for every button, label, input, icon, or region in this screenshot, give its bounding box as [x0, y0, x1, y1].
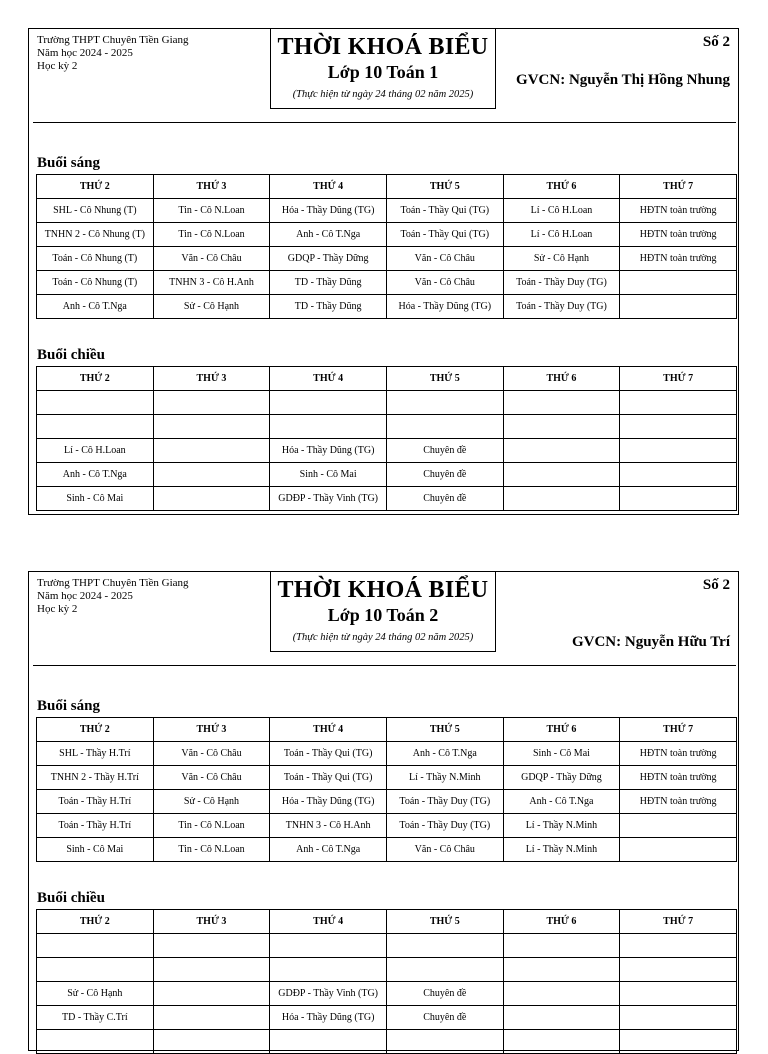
lesson-cell: Văn - Cô Châu	[386, 838, 503, 862]
period-row	[37, 814, 737, 838]
lesson-cell: HĐTN toàn trường	[620, 247, 737, 271]
lesson-cell: HĐTN toàn trường	[620, 199, 737, 223]
lesson-cell: Sinh - Cô Mai	[503, 742, 620, 766]
lesson-cell: TD - Thầy Dũng	[270, 271, 387, 295]
morning-table	[36, 174, 737, 319]
day-header: THỨ 7	[620, 367, 737, 391]
period-row	[37, 391, 737, 415]
lesson-cell: TNHN 3 - Cô H.Anh	[153, 271, 270, 295]
lesson-cell	[386, 958, 503, 982]
lesson-cell	[503, 415, 620, 439]
afternoon-rows	[37, 934, 737, 1054]
lesson-cell: Chuyên đề	[386, 463, 503, 487]
lesson-cell	[153, 1030, 270, 1054]
lesson-cell: Sinh - Cô Mai	[37, 487, 154, 511]
lesson-cell	[620, 1006, 737, 1030]
afternoon-table	[36, 366, 737, 511]
lesson-cell	[620, 295, 737, 319]
lesson-cell: Lí - Thầy N.Minh	[386, 766, 503, 790]
lesson-cell: HĐTN toàn trường	[620, 790, 737, 814]
day-header: THỨ 5	[386, 367, 503, 391]
timetable-header	[29, 572, 738, 652]
lesson-cell: Lí - Cô H.Loan	[503, 223, 620, 247]
period-row	[37, 487, 737, 511]
lesson-cell	[153, 415, 270, 439]
school-term: Học kỳ 2	[37, 603, 78, 615]
lesson-cell	[386, 415, 503, 439]
school-name: Trường THPT Chuyên Tiền Giang	[37, 577, 189, 589]
lesson-cell: TNHN 2 - Cô Nhung (T)	[37, 223, 154, 247]
day-header: THỨ 4	[270, 910, 387, 934]
timetable-card-10-toan-1	[28, 28, 739, 515]
lesson-cell: GDQP - Thầy Dững	[270, 247, 387, 271]
lesson-cell	[270, 934, 387, 958]
timetable-title: THỜI KHOÁ BIỂU	[277, 34, 489, 60]
afternoon-label: Buổi chiều	[37, 890, 105, 906]
lesson-cell: SHL - Thầy H.Trí	[37, 742, 154, 766]
lesson-cell	[386, 934, 503, 958]
lesson-cell: Anh - Cô T.Nga	[270, 223, 387, 247]
period-row	[37, 934, 737, 958]
header-divider	[33, 122, 736, 123]
lesson-cell: Sinh - Cô Mai	[270, 463, 387, 487]
day-header-row	[37, 910, 737, 934]
lesson-cell: Anh - Cô T.Nga	[270, 838, 387, 862]
period-row	[37, 439, 737, 463]
lesson-cell: GDĐP - Thầy Vinh (TG)	[270, 982, 387, 1006]
title-box	[270, 29, 496, 109]
lesson-cell: HĐTN toàn trường	[620, 742, 737, 766]
lesson-cell: Chuyên đề	[386, 439, 503, 463]
lesson-cell: Tin - Cô N.Loan	[153, 814, 270, 838]
class-name: Lớp 10 Toán 2	[327, 605, 439, 625]
day-header: THỨ 6	[503, 910, 620, 934]
title-box	[270, 572, 496, 652]
lesson-cell	[270, 415, 387, 439]
lesson-cell: Lí - Thầy N.Minh	[503, 814, 620, 838]
afternoon-table	[36, 909, 737, 1054]
day-header-row	[37, 718, 737, 742]
period-row	[37, 247, 737, 271]
lesson-cell	[620, 439, 737, 463]
lesson-cell: Hóa - Thầy Dũng (TG)	[270, 439, 387, 463]
lesson-cell: Hóa - Thầy Dũng (TG)	[270, 790, 387, 814]
timetable-number: Số 2	[702, 577, 730, 593]
lesson-cell: Chuyên đề	[386, 487, 503, 511]
school-info	[37, 34, 189, 73]
school-year: Năm học 2024 - 2025	[37, 47, 133, 59]
day-header-row	[37, 175, 737, 199]
lesson-cell: Anh - Cô T.Nga	[386, 742, 503, 766]
header-divider	[33, 665, 736, 666]
day-header: THỨ 3	[153, 910, 270, 934]
lesson-cell	[620, 271, 737, 295]
day-header: THỨ 7	[620, 175, 737, 199]
lesson-cell	[503, 487, 620, 511]
day-header: THỨ 6	[503, 718, 620, 742]
lesson-cell	[503, 958, 620, 982]
school-year: Năm học 2024 - 2025	[37, 590, 133, 602]
lesson-cell: Hóa - Thầy Dũng (TG)	[270, 1006, 387, 1030]
effective-date: (Thực hiện từ ngày 24 tháng 02 năm 2025)	[292, 632, 474, 643]
lesson-cell: Toán - Thầy Qui (TG)	[386, 223, 503, 247]
lesson-cell: TD - Thầy C.Trí	[37, 1006, 154, 1030]
lesson-cell	[620, 391, 737, 415]
period-row	[37, 838, 737, 862]
day-header: THỨ 7	[620, 718, 737, 742]
period-row	[37, 1006, 737, 1030]
lesson-cell	[503, 982, 620, 1006]
lesson-cell	[620, 415, 737, 439]
school-term: Học kỳ 2	[37, 60, 78, 72]
day-header: THỨ 2	[37, 367, 154, 391]
lesson-cell: Anh - Cô T.Nga	[37, 295, 154, 319]
lesson-cell	[37, 1030, 154, 1054]
lesson-cell: Toán - Cô Nhung (T)	[37, 271, 154, 295]
lesson-cell	[270, 958, 387, 982]
lesson-cell: GDQP - Thầy Dững	[503, 766, 620, 790]
lesson-cell	[386, 1030, 503, 1054]
day-header: THỨ 4	[270, 367, 387, 391]
lesson-cell	[270, 1030, 387, 1054]
lesson-cell: Chuyên đề	[386, 1006, 503, 1030]
afternoon-rows	[37, 391, 737, 511]
lesson-cell: Anh - Cô T.Nga	[503, 790, 620, 814]
day-header: THỨ 6	[503, 175, 620, 199]
lesson-cell: Văn - Cô Châu	[386, 247, 503, 271]
day-header: THỨ 6	[503, 367, 620, 391]
lesson-cell: GDĐP - Thầy Vinh (TG)	[270, 487, 387, 511]
lesson-cell: Toán - Thầy Qui (TG)	[386, 199, 503, 223]
lesson-cell: Sử - Cô Hạnh	[37, 982, 154, 1006]
lesson-cell: Văn - Cô Châu	[153, 766, 270, 790]
lesson-cell	[153, 487, 270, 511]
lesson-cell: SHL - Cô Nhung (T)	[37, 199, 154, 223]
period-row	[37, 271, 737, 295]
lesson-cell: Sử - Cô Hạnh	[503, 247, 620, 271]
lesson-cell: Toán - Thầy Qui (TG)	[270, 766, 387, 790]
lesson-cell: Lí - Thầy N.Minh	[503, 838, 620, 862]
timetable-header	[29, 29, 738, 109]
day-header: THỨ 5	[386, 910, 503, 934]
period-row	[37, 295, 737, 319]
lesson-cell: Toán - Thầy Duy (TG)	[386, 814, 503, 838]
lesson-cell	[503, 463, 620, 487]
lesson-cell: Tin - Cô N.Loan	[153, 199, 270, 223]
lesson-cell	[620, 958, 737, 982]
lesson-cell	[37, 415, 154, 439]
lesson-cell	[503, 934, 620, 958]
lesson-cell	[37, 958, 154, 982]
lesson-cell: Toán - Cô Nhung (T)	[37, 247, 154, 271]
lesson-cell: Lí - Cô H.Loan	[37, 439, 154, 463]
lesson-cell	[503, 439, 620, 463]
lesson-cell	[153, 958, 270, 982]
school-info	[37, 577, 189, 616]
period-row	[37, 199, 737, 223]
day-header: THỨ 7	[620, 910, 737, 934]
day-header: THỨ 2	[37, 718, 154, 742]
day-header: THỨ 4	[270, 718, 387, 742]
period-row	[37, 790, 737, 814]
school-name: Trường THPT Chuyên Tiền Giang	[37, 34, 189, 46]
effective-date: (Thực hiện từ ngày 24 tháng 02 năm 2025)	[292, 89, 474, 100]
timetable-card-10-toan-2	[28, 571, 739, 1051]
period-row	[37, 223, 737, 247]
lesson-cell	[620, 982, 737, 1006]
lesson-cell	[503, 391, 620, 415]
day-header-row	[37, 367, 737, 391]
day-header: THỨ 2	[37, 910, 154, 934]
period-row	[37, 766, 737, 790]
lesson-cell	[153, 982, 270, 1006]
morning-table	[36, 717, 737, 862]
lesson-cell: Sinh - Cô Mai	[37, 838, 154, 862]
day-header: THỨ 2	[37, 175, 154, 199]
lesson-cell	[270, 391, 387, 415]
period-row	[37, 742, 737, 766]
lesson-cell: Hóa - Thầy Dũng (TG)	[270, 199, 387, 223]
lesson-cell: TNHN 3 - Cô H.Anh	[270, 814, 387, 838]
morning-label: Buổi sáng	[37, 155, 100, 171]
lesson-cell: HĐTN toàn trường	[620, 766, 737, 790]
lesson-cell	[386, 391, 503, 415]
lesson-cell: Toán - Thầy Duy (TG)	[386, 790, 503, 814]
lesson-cell	[620, 1030, 737, 1054]
lesson-cell	[153, 439, 270, 463]
lesson-cell: Chuyên đề	[386, 982, 503, 1006]
period-row	[37, 463, 737, 487]
afternoon-label: Buổi chiều	[37, 347, 105, 363]
lesson-cell	[620, 838, 737, 862]
lesson-cell	[620, 934, 737, 958]
lesson-cell	[503, 1030, 620, 1054]
lesson-cell: Toán - Thầy Qui (TG)	[270, 742, 387, 766]
morning-label: Buổi sáng	[37, 698, 100, 714]
lesson-cell: Anh - Cô T.Nga	[37, 463, 154, 487]
period-row	[37, 982, 737, 1006]
lesson-cell: Sử - Cô Hạnh	[153, 790, 270, 814]
lesson-cell	[37, 934, 154, 958]
lesson-cell: Tin - Cô N.Loan	[153, 223, 270, 247]
day-header: THỨ 5	[386, 175, 503, 199]
lesson-cell	[620, 463, 737, 487]
lesson-cell: Hóa - Thầy Dũng (TG)	[386, 295, 503, 319]
day-header: THỨ 3	[153, 175, 270, 199]
day-header: THỨ 3	[153, 718, 270, 742]
day-header: THỨ 5	[386, 718, 503, 742]
lesson-cell: Toán - Thầy Duy (TG)	[503, 295, 620, 319]
lesson-cell: Văn - Cô Châu	[153, 247, 270, 271]
lesson-cell: Tin - Cô N.Loan	[153, 838, 270, 862]
lesson-cell: HĐTN toàn trường	[620, 223, 737, 247]
lesson-cell: TD - Thầy Dũng	[270, 295, 387, 319]
lesson-cell: Sử - Cô Hạnh	[153, 295, 270, 319]
morning-rows	[37, 742, 737, 862]
lesson-cell	[620, 814, 737, 838]
lesson-cell: Toán - Thầy H.Trí	[37, 790, 154, 814]
lesson-cell	[153, 391, 270, 415]
homeroom-teacher: GVCN: Nguyễn Hữu Trí	[571, 634, 730, 650]
lesson-cell	[37, 391, 154, 415]
period-row	[37, 1030, 737, 1054]
lesson-cell	[620, 487, 737, 511]
lesson-cell	[503, 1006, 620, 1030]
lesson-cell: Toán - Thầy H.Trí	[37, 814, 154, 838]
timetable-number: Số 2	[702, 34, 730, 50]
period-row	[37, 415, 737, 439]
lesson-cell: Lí - Cô H.Loan	[503, 199, 620, 223]
lesson-cell	[153, 463, 270, 487]
lesson-cell	[153, 934, 270, 958]
morning-rows	[37, 199, 737, 319]
lesson-cell: Văn - Cô Châu	[386, 271, 503, 295]
lesson-cell: TNHN 2 - Thầy H.Trí	[37, 766, 154, 790]
lesson-cell	[153, 1006, 270, 1030]
period-row	[37, 958, 737, 982]
lesson-cell: Văn - Cô Châu	[153, 742, 270, 766]
day-header: THỨ 3	[153, 367, 270, 391]
lesson-cell: Toán - Thầy Duy (TG)	[503, 271, 620, 295]
day-header: THỨ 4	[270, 175, 387, 199]
homeroom-teacher: GVCN: Nguyễn Thị Hồng Nhung	[516, 72, 730, 88]
timetable-title: THỜI KHOÁ BIỂU	[277, 577, 489, 603]
class-name: Lớp 10 Toán 1	[327, 62, 439, 82]
